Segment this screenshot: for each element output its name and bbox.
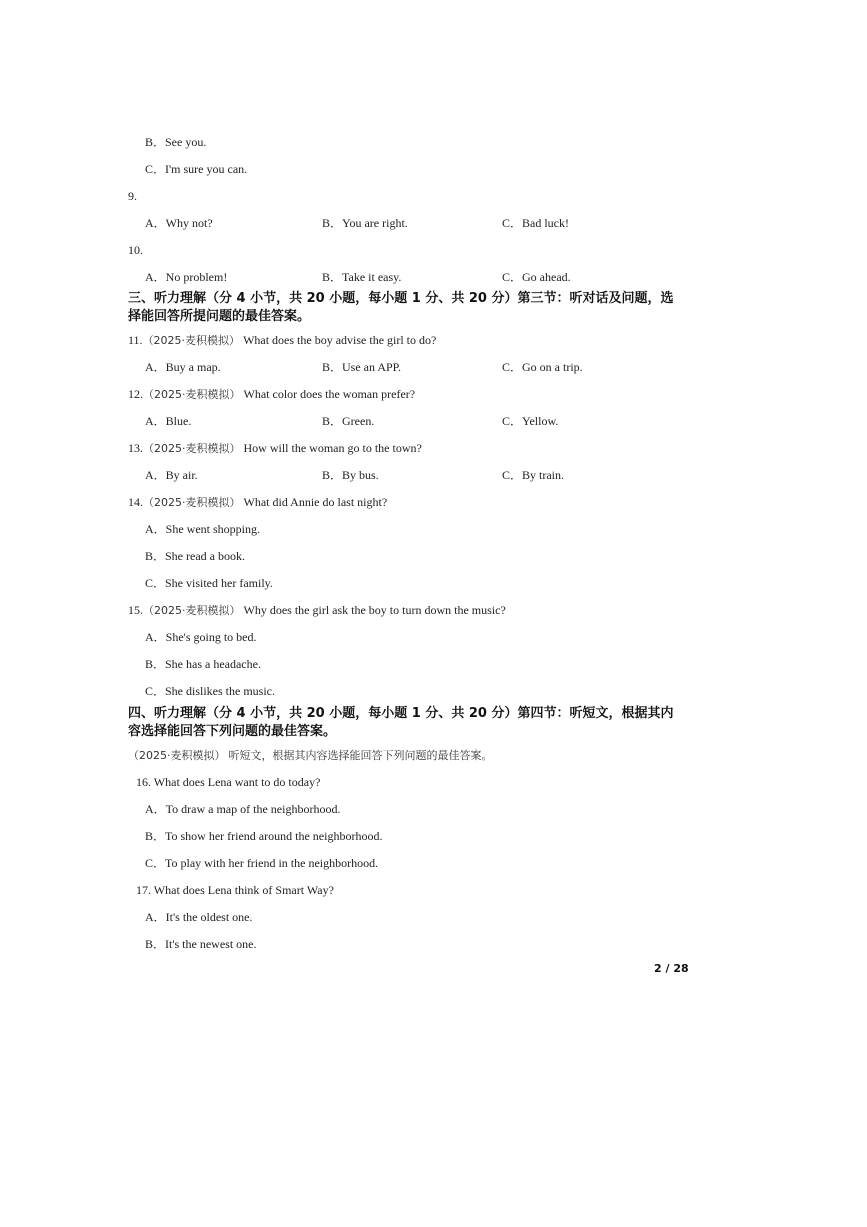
q15-option-c: C．She dislikes the music. xyxy=(145,684,275,697)
q9-number: 9. xyxy=(128,189,137,203)
section3-heading-line1: 三、听力理解（分 4 小节，共 20 小题，每小题 1 分、共 20 分）第三节：听对话及问题，选 xyxy=(128,291,674,306)
q14-stem xyxy=(128,495,387,510)
q12-number: 12. xyxy=(128,387,143,401)
q14-source: （2025·麦积模拟） xyxy=(143,496,241,509)
q14-number: 14. xyxy=(128,495,143,509)
q15-option-b: B．She has a headache. xyxy=(145,657,261,671)
section4-instruction-text: 听短文，根据其内容选择能回答下列问题的最佳答案。 xyxy=(228,749,493,762)
q10-option-a: A．No problem! xyxy=(145,270,228,284)
q17-option-b: B．It's the newest one. xyxy=(145,937,257,951)
q13-option-b: B．By bus. xyxy=(322,468,379,482)
q10-option-c: C．Go ahead. xyxy=(502,270,571,284)
q11-stem xyxy=(128,333,436,348)
q16-option-c: C．To play with her friend in the neighborhood. xyxy=(145,856,379,870)
q13-number: 13. xyxy=(128,441,143,455)
q12-option-c: C．Yellow. xyxy=(502,414,559,428)
q14-option-a: A．She went shopping. xyxy=(145,522,260,536)
q13-option-c: C．By train. xyxy=(502,468,564,482)
section3-heading-line2: 择能回答所提问题的最佳答案。 xyxy=(128,309,311,324)
q16-option-b: B．To show her friend around the neighborhood. xyxy=(145,829,383,843)
q17-stem xyxy=(136,883,334,897)
q16-stem xyxy=(136,775,320,789)
q10-number: 10. xyxy=(128,243,143,257)
q15-option-a: A．She's going to bed. xyxy=(145,630,257,644)
q14-option-c: C．She visited her family. xyxy=(145,576,273,590)
q13-question: How will the woman go to the town? xyxy=(243,441,422,455)
q14-option-b: B．She read a book. xyxy=(145,549,245,563)
q11-source: （2025·麦积模拟） xyxy=(142,334,241,347)
section4-instruction xyxy=(128,748,493,763)
q11-question: What does the boy advise the girl to do? xyxy=(243,333,437,347)
q9-option-c: C．Bad luck! xyxy=(502,216,569,230)
page-number: 2 / 28 xyxy=(654,962,689,975)
q12-stem xyxy=(128,387,415,402)
q16-number: 16. xyxy=(136,775,151,789)
q11-number: 11. xyxy=(128,333,143,347)
q11-option-c: C．Go on a trip. xyxy=(502,360,583,374)
q12-option-b: B．Green. xyxy=(322,414,375,428)
q9-option-b: B．You are right. xyxy=(322,216,408,230)
q12-option-a: A．Blue. xyxy=(145,414,192,428)
q12-question: What color does the woman prefer? xyxy=(243,387,416,401)
q8-option-c: C．I'm sure you can. xyxy=(145,162,248,176)
section4-heading-line2: 容选择能回答下列问题的最佳答案。 xyxy=(128,724,337,739)
q10-option-b: B．Take it easy. xyxy=(322,270,402,284)
section4-source: （2025·麦积模拟） xyxy=(128,749,226,762)
q8-option-b: B．See you. xyxy=(145,135,207,149)
q17-option-a: A．It's the oldest one. xyxy=(145,910,253,924)
q15-source: （2025·麦积模拟） xyxy=(143,604,241,617)
q11-option-a: A．Buy a map. xyxy=(145,360,221,374)
q15-question: Why does the girl ask the boy to turn down the music? xyxy=(243,603,506,617)
q11-option-b: B．Use an APP. xyxy=(322,360,402,374)
section4-heading-line1: 四、听力理解（分 4 小节，共 20 小题，每小题 1 分、共 20 分）第四节：听短文，根据其内 xyxy=(128,706,674,721)
q16-option-a: A．To draw a map of the neighborhood. xyxy=(145,802,341,816)
q17-question: What does Lena think of Smart Way? xyxy=(153,883,334,897)
q13-option-a: A．By air. xyxy=(145,468,198,482)
q14-question: What did Annie do last night? xyxy=(243,495,388,509)
q13-stem xyxy=(128,441,422,456)
q17-number: 17. xyxy=(136,883,151,897)
q15-stem xyxy=(128,603,506,618)
q12-source: （2025·麦积模拟） xyxy=(143,388,241,401)
q15-number: 15. xyxy=(128,603,143,617)
q9-option-a: A．Why not? xyxy=(145,216,213,230)
q15-option-c-clip xyxy=(0,682,867,697)
q16-question: What does Lena want to do today? xyxy=(153,775,321,789)
q13-source: （2025·麦积模拟） xyxy=(143,442,241,455)
